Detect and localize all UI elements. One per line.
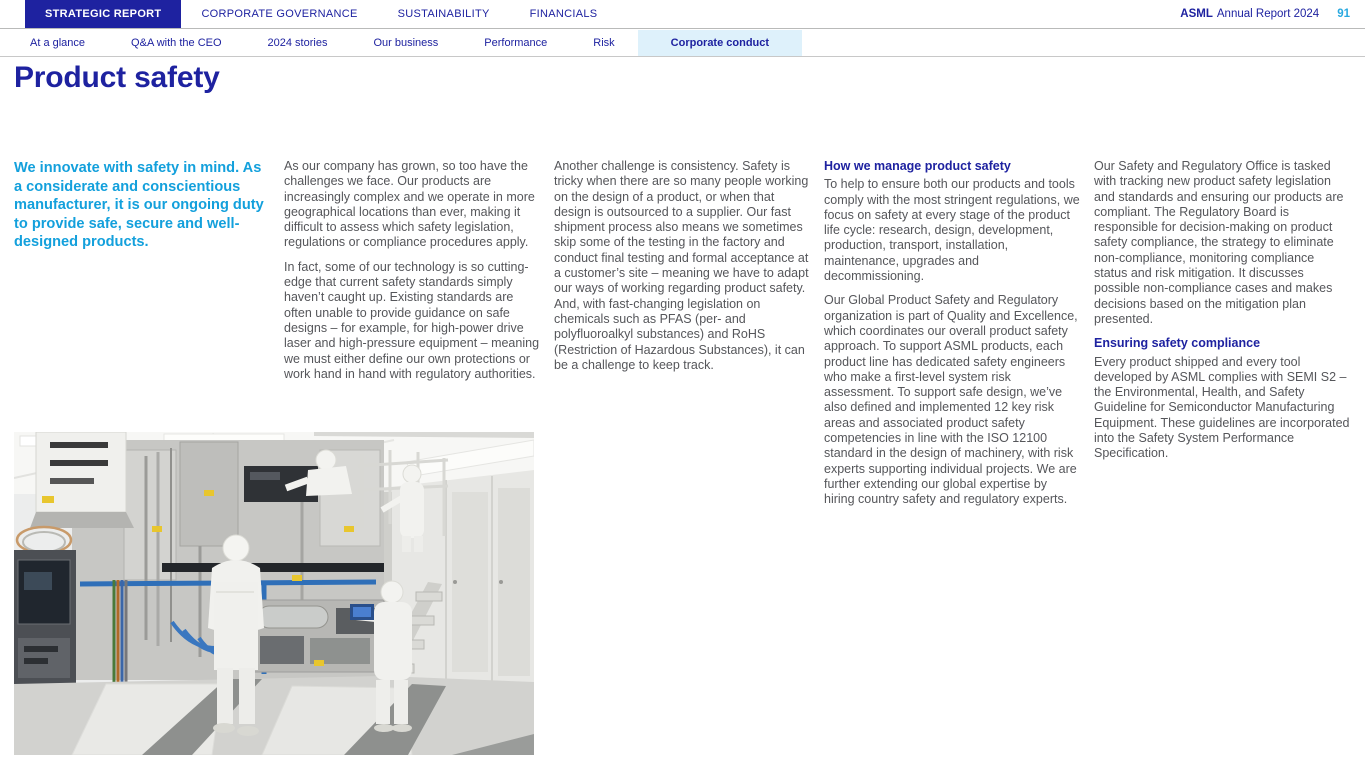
subnav-our-business[interactable]: Our business	[373, 37, 439, 49]
subsection-heading: Ensuring safety compliance	[1094, 336, 1261, 351]
tab-financials[interactable]: FINANCIALS	[529, 8, 598, 20]
column-4	[824, 159, 1080, 517]
subnav-risk[interactable]: Risk	[593, 37, 615, 49]
subnav-performance[interactable]: Performance	[484, 37, 548, 49]
body-paragraph: To help to ensure both our products and tools comply with the most stringent regulations, we focus on safety at every stage of the product life cycle: research, design, development, production, transport, installation, maintenance, upgrades and decommissioning.	[824, 177, 1080, 284]
body-paragraph: Another challenge is consistency. Safety is tricky when there are so many people working on the design of a product, or when that design is outsourced to a supplier. Our fast shipment process also means we sometimes skip some of the testing in the factory and conduct final testing and formal acceptance at a customer’s site – meaning we have to adapt our ways of working regarding product safety. And, with fast-changing legislation on chemicals such as PFAS (per- and polyfluoroalkyl substances) and RoHS (Restriction of Hazardous Substances), it can be a challenge to keep track.	[554, 159, 809, 372]
subnav-2024-stories[interactable]: 2024 stories	[267, 37, 328, 49]
asml-logo-text: ASML	[1180, 8, 1213, 20]
report-title: Annual Report 2024	[1216, 8, 1320, 20]
tab-corporate-governance[interactable]: CORPORATE GOVERNANCE	[201, 8, 358, 20]
column-5	[1094, 159, 1350, 517]
body-paragraph: As our company has grown, so too have the challenges we face. Our products are increasingly complex and we operate in more geographical locations than ever, making it difficult to assess which safety legislation, regulations or compliance procedures apply.	[284, 159, 535, 250]
subnav-at-a-glance[interactable]: At a glance	[30, 37, 86, 49]
page-number: 91	[1337, 8, 1350, 20]
subnav-corporate-conduct[interactable]: Corporate conduct	[638, 30, 802, 56]
tab-sustainability[interactable]: SUSTAINABILITY	[397, 8, 490, 20]
column-3	[554, 159, 810, 517]
report-info	[1180, 0, 1350, 28]
top-navigation	[0, 0, 1365, 29]
chapter-subnav	[0, 30, 1365, 57]
body-paragraph: Every product shipped and every tool developed by ASML complies with SEMI S2 – the Environmental, Health, and Safety Guideline for Semiconductor Manufacturing Equipment. These guidelines are incorporated into the Safety System Performance Specification.	[1094, 354, 1350, 461]
section-tabs	[25, 0, 617, 28]
tab-strategic-report[interactable]: STRATEGIC REPORT	[25, 0, 181, 28]
page-title: Product safety	[14, 61, 220, 94]
cleanroom-photo	[14, 432, 534, 755]
body-paragraph: In fact, some of our technology is so cutting-edge that current safety standards simply haven’t caught up. Existing standards are often unable to provide guidance on safe designs – for example, for high-power drive laser and high-pressure equipment – meaning we must either define our own protections or work hand in hand with regulatory authorities.	[284, 259, 540, 381]
subsection-heading: How we manage product safety	[824, 159, 1011, 173]
subnav-qa-with-the-ceo[interactable]: Q&A with the CEO	[131, 37, 222, 49]
body-paragraph: Our Safety and Regulatory Office is tasked with tracking new product safety legislation and standards and ensuring our products are compliant. The Regulatory Board is responsible for decision-making on product safety compliance, the strategy to eliminate non-compliance, monitoring compliance status and risk mitigation. It discusses possible non-compliance cases and makes decisions based on the mitigation plan presented.	[1094, 159, 1344, 326]
intro-statement: We innovate with safety in mind. As a considerate and conscientious manufacturer, it is our ongoing duty to provide safe, secure and well-designed products.	[14, 160, 264, 251]
body-paragraph: Our Global Product Safety and Regulatory organization is part of Quality and Excellence, which coordinates our overall product safety approach. To support ASML products, each product line has dedicated safety engineers who make a first-level system risk assessment. To support safe design, we’ve also defined and implemented 12 key risk areas and associated product safety competencies in line with the ISO 12100 standard in the design of machinery, with risk experts supporting individual projects. We are further extending our global expertise by hiring country safety and regulatory experts.	[824, 293, 1078, 507]
